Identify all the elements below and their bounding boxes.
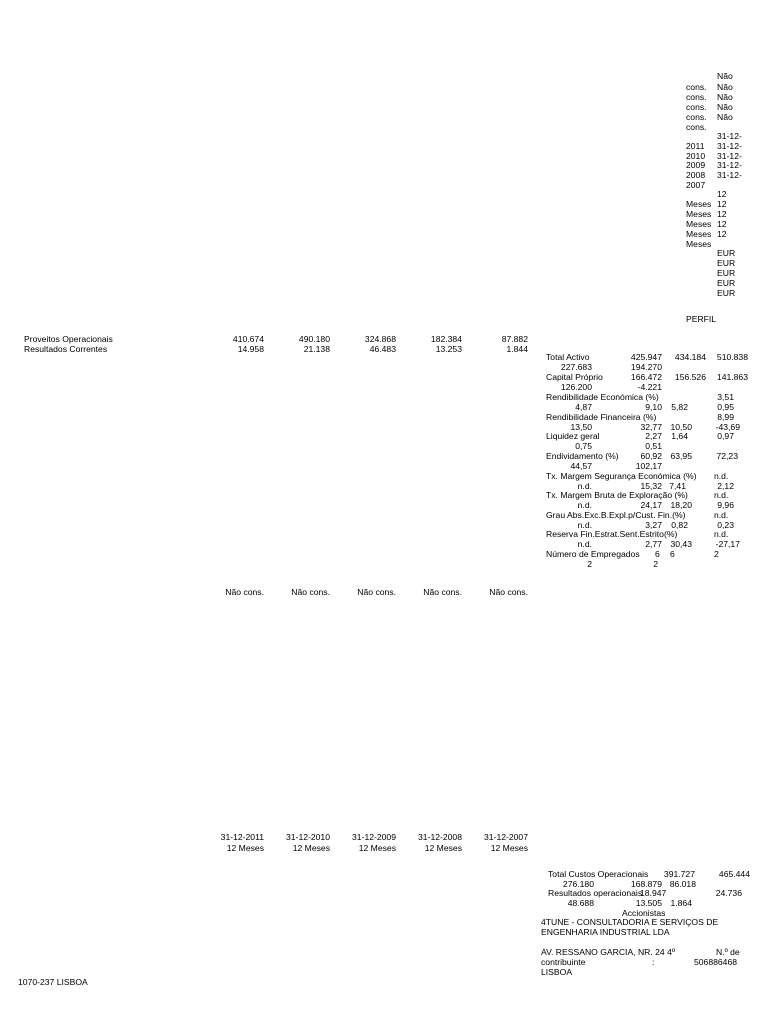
indicator-value: 9,10 (645, 402, 662, 412)
year-label: 2011 (686, 141, 705, 151)
indicator-value: 102,17 (635, 461, 662, 471)
indicator-value: 60,92 (640, 451, 662, 461)
indicator-value: 141.863 (716, 372, 748, 382)
operating-results-value: 18.947 (640, 888, 667, 898)
currency-label: EUR (717, 258, 736, 268)
date-prefix: 31-12- (717, 141, 742, 151)
indicator-value: 44,57 (570, 461, 592, 471)
indicator-value: 0,75 (575, 441, 592, 451)
indicator-value: n.d. (714, 529, 729, 539)
date-prefix: 31-12- (717, 160, 742, 170)
currency-label: EUR (717, 278, 736, 288)
indicator-value: -43,69 (715, 422, 740, 432)
indicator-value: 30,43 (670, 539, 692, 549)
indicator-label: Rendibilidade Financeira (%) (546, 412, 657, 422)
company-name: ENGENHARIA INDUSTRIAL LDA (541, 927, 670, 937)
period-cell: 12 Meses (292, 843, 330, 853)
currency-label: EUR (717, 248, 736, 258)
indicator-value: 3,27 (645, 520, 662, 530)
indicator-value: 32,77 (640, 422, 662, 432)
date-prefix: 31-12- (717, 131, 742, 141)
indicator-label: Tx. Margem Segurança Económica (%) (546, 471, 697, 481)
total-costs-label: Total Custos Operacionais (548, 869, 649, 879)
value-cell: 21.138 (303, 344, 330, 354)
nao-cons-cell: Não cons. (489, 587, 528, 597)
indicator-label: Número de Empregados (546, 549, 640, 559)
period-number: 12 (717, 189, 727, 199)
indicator-value: 510.838 (716, 352, 748, 362)
indicator-value: 194.270 (630, 362, 662, 372)
indicator-value: 63,95 (670, 451, 692, 461)
indicator-value: 425.947 (630, 352, 662, 362)
indicator-value: 434.184 (674, 352, 706, 362)
indicator-label: Endividamento (%) (546, 451, 619, 461)
currency-label: EUR (717, 288, 736, 298)
value-cell: 1.844 (506, 344, 528, 354)
year-label: 2009 (686, 160, 706, 170)
indicator-value: n.d. (714, 471, 729, 481)
period-cell: 12 Meses (358, 843, 396, 853)
value-cell: 14.958 (237, 344, 264, 354)
period-unit: Meses (686, 209, 712, 219)
nif-number: 506886468 (694, 957, 738, 967)
indicator-label: Reserva Fin.Estrat.Sent.Estrito(%) (546, 529, 678, 539)
indicator-value: 2,77 (645, 539, 662, 549)
operating-results-label: Resultados operacionais (548, 888, 643, 898)
indicator-value: 6 (655, 549, 660, 559)
period-number: 12 (717, 209, 727, 219)
nao-label: Não (717, 82, 733, 92)
date-prefix: 31-12- (717, 170, 742, 180)
nao-cons-cell: Não cons. (291, 587, 330, 597)
indicator-value: n.d. (714, 490, 729, 500)
indicator-value: 5,82 (671, 402, 688, 412)
date-cell: 31-12-2007 (484, 832, 528, 842)
indicator-label: Capital Próprio (546, 372, 603, 382)
operating-results-value: 48.688 (567, 898, 594, 908)
date-cell: 31-12-2009 (352, 832, 396, 842)
indicator-value: 1,64 (671, 431, 688, 441)
cons-label: cons. (686, 112, 707, 122)
total-costs-value: 86.018 (669, 879, 696, 889)
date-prefix: 31-12- (717, 151, 742, 161)
total-costs-value: 276.180 (562, 879, 594, 889)
perfil-heading: PERFIL (686, 314, 717, 324)
indicator-value: 72,23 (716, 451, 738, 461)
indicator-value: 6 (670, 549, 675, 559)
row-label: Proveitos Operacionais (24, 334, 113, 344)
indicator-value: 7,41 (669, 481, 686, 491)
period-unit: Meses (686, 229, 712, 239)
period-unit: Meses (686, 199, 712, 209)
operating-results-value: 13.505 (635, 898, 662, 908)
nao-label: Não (717, 71, 733, 81)
value-cell: 13.253 (435, 344, 462, 354)
value-cell: 490.180 (298, 334, 330, 344)
cons-label: cons. (686, 102, 707, 112)
indicator-value: 18,20 (670, 500, 692, 510)
indicator-value: 2 (587, 559, 592, 569)
nif-colon: : (652, 957, 655, 967)
indicator-value: -4.221 (637, 382, 662, 392)
total-costs-value: 168.879 (630, 879, 662, 889)
indicator-value: 156.526 (674, 372, 706, 382)
indicator-value: 126.200 (560, 382, 592, 392)
city: LISBOA (541, 967, 573, 977)
year-label: 2010 (686, 151, 706, 161)
indicator-value: 2,12 (717, 481, 734, 491)
indicator-value: -27,17 (715, 539, 740, 549)
period-cell: 12 Meses (490, 843, 528, 853)
indicator-value: n.d. (714, 510, 729, 520)
nif-label: N.º de (716, 947, 740, 957)
indicator-value: n.d. (577, 481, 592, 491)
indicator-label: Total Activo (546, 352, 590, 362)
indicator-value: 166.472 (630, 372, 662, 382)
indicator-label: Liquidez geral (546, 431, 600, 441)
date-cell: 31-12-2010 (286, 832, 330, 842)
indicator-label: Rendibilidade Económica (%) (546, 392, 659, 402)
indicator-value: 0,95 (717, 402, 734, 412)
row-label: Resultados Correntes (24, 344, 108, 354)
indicator-value: 0,51 (645, 441, 662, 451)
year-label: 2008 (686, 170, 706, 180)
nao-label: Não (717, 92, 733, 102)
year-label: 2007 (686, 180, 706, 190)
indicator-value: n.d. (577, 520, 592, 530)
indicator-value: n.d. (577, 539, 592, 549)
cons-label: cons. (686, 92, 707, 102)
period-number: 12 (717, 199, 727, 209)
period-cell: 12 Meses (226, 843, 264, 853)
total-costs-value: 391.727 (663, 869, 695, 879)
indicator-label: Tx. Margem Bruta de Exploração (%) (546, 490, 688, 500)
address: AV. RESSANO GARCIA, NR. 24 4º (541, 947, 675, 957)
postal-address: 1070-237 LISBOA (18, 977, 88, 987)
period-unit: Meses (686, 219, 712, 229)
cons-label: cons. (686, 122, 707, 132)
nao-label: Não (717, 112, 733, 122)
period-number: 12 (717, 229, 727, 239)
indicator-value: 15,32 (640, 481, 662, 491)
date-cell: 31-12-2011 (220, 832, 264, 842)
indicator-value: 4,87 (575, 402, 592, 412)
nao-cons-cell: Não cons. (423, 587, 462, 597)
operating-results-value: 1.864 (670, 898, 692, 908)
indicator-value: 13,50 (570, 422, 592, 432)
indicator-value: 2,27 (645, 431, 662, 441)
company-name: 4TUNE - CONSULTADORIA E SERVIÇOS DE (541, 917, 719, 927)
indicator-value: 0,97 (717, 431, 734, 441)
cons-label: cons. (686, 82, 707, 92)
indicator-value: 10,50 (670, 422, 692, 432)
indicator-label: Grau Abs.Exc.B.Expl.p/Cust. Fin.(%) (546, 510, 686, 520)
nao-cons-cell: Não cons. (357, 587, 396, 597)
total-costs-value: 465.444 (718, 869, 750, 879)
indicator-value: 9,96 (717, 500, 734, 510)
indicator-value: 2 (653, 559, 658, 569)
indicator-value: 3,51 (717, 392, 734, 402)
value-cell: 324.868 (364, 334, 396, 344)
period-unit: Meses (686, 239, 712, 249)
indicator-value: 8,99 (717, 412, 734, 422)
nao-label: Não (717, 102, 733, 112)
value-cell: 182.384 (430, 334, 462, 344)
indicator-value: 0,23 (717, 520, 734, 530)
value-cell: 46.483 (369, 344, 396, 354)
indicator-value: n.d. (577, 500, 592, 510)
nif-label: contribuinte (541, 957, 586, 967)
currency-label: EUR (717, 268, 736, 278)
shareholders-label: Accionistas (622, 908, 666, 918)
period-cell: 12 Meses (424, 843, 462, 853)
date-cell: 31-12-2008 (418, 832, 462, 842)
value-cell: 410.674 (232, 334, 264, 344)
indicator-value: 227.683 (560, 362, 592, 372)
period-number: 12 (717, 219, 727, 229)
indicator-value: 24,17 (640, 500, 662, 510)
indicator-value: 0,82 (671, 520, 688, 530)
operating-results-value: 24.736 (715, 888, 742, 898)
nao-cons-cell: Não cons. (225, 587, 264, 597)
indicator-value: 2 (714, 549, 719, 559)
value-cell: 87.882 (501, 334, 528, 344)
